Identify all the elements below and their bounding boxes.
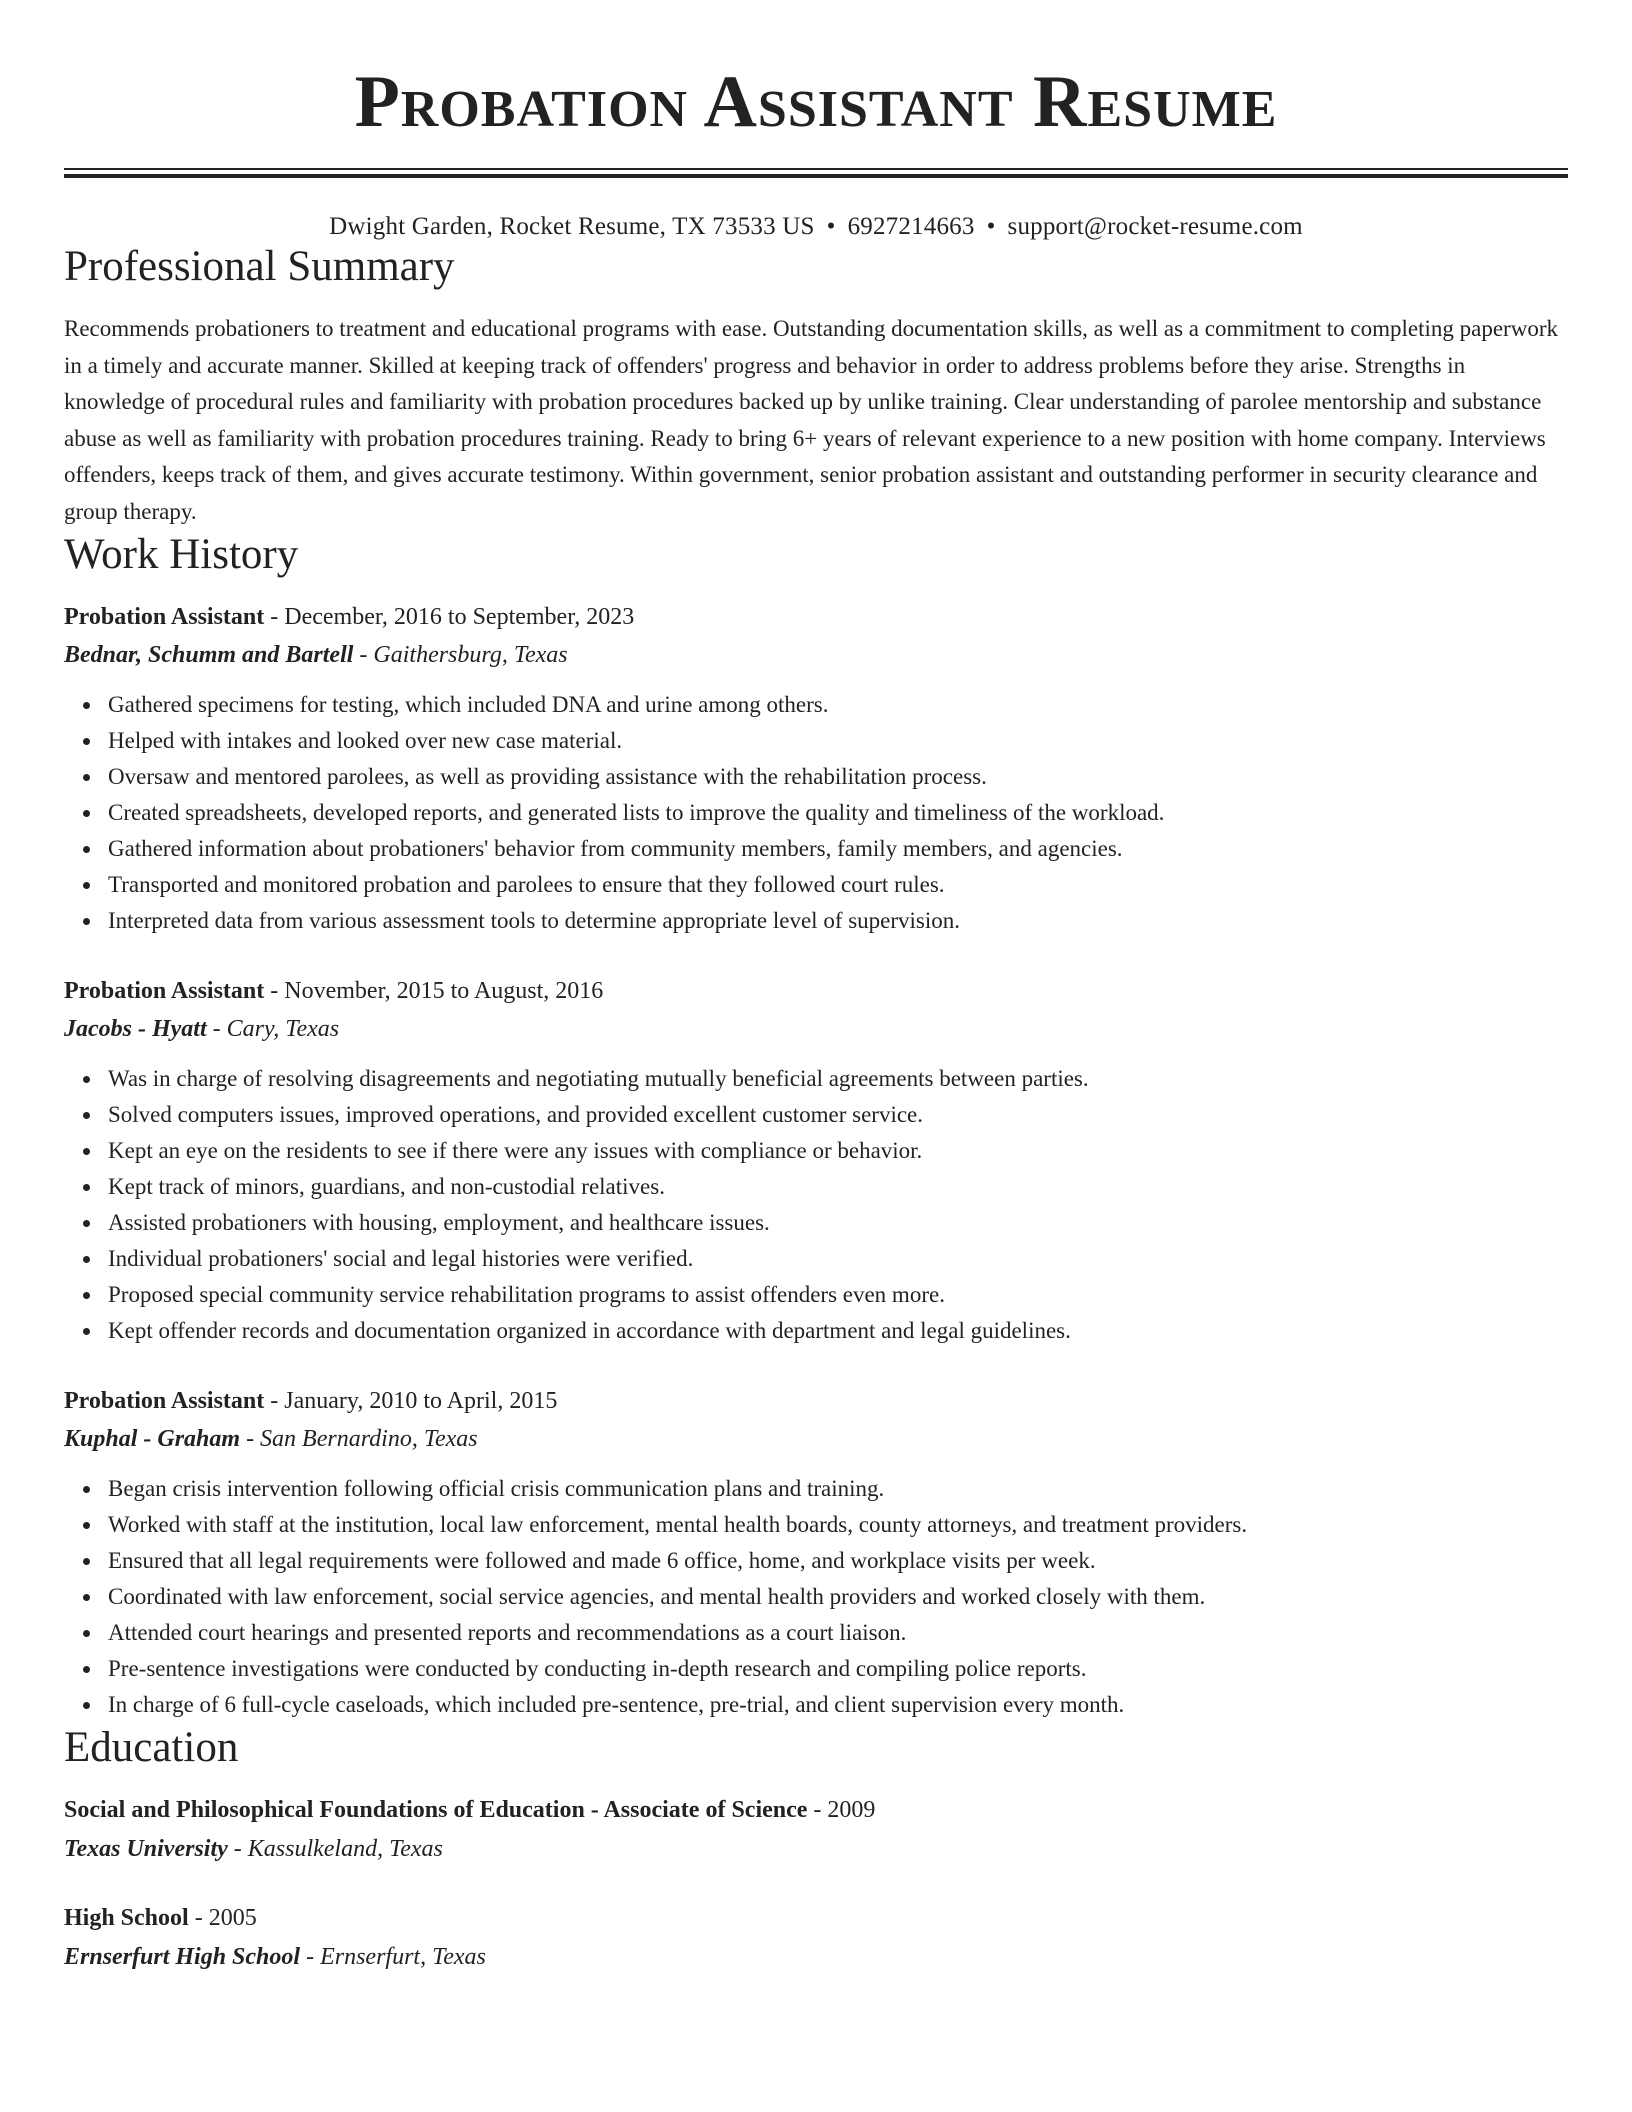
job-bullets — [64, 1471, 1568, 1723]
job-employer — [64, 1010, 1568, 1048]
job-entry — [64, 598, 1568, 939]
list-item — [108, 903, 1568, 939]
list-item — [108, 1687, 1568, 1723]
bullet-icon — [83, 882, 90, 889]
job-bullets — [64, 687, 1568, 939]
list-item — [108, 1169, 1568, 1205]
bullet-icon — [83, 1486, 90, 1493]
education-location: - Ernserfurt, Texas — [300, 1944, 486, 1970]
list-item — [108, 1651, 1568, 1687]
contact-phone: 6927214663 — [847, 213, 975, 240]
bullet-icon — [83, 1328, 90, 1335]
education-heading: Education — [64, 1724, 239, 1771]
list-item — [108, 723, 1568, 759]
education-section — [64, 1723, 1568, 1977]
list-item-text: Proposed special community service rehabilitation programs to assist offenders even more. — [108, 1282, 945, 1307]
education-year: - 2009 — [807, 1797, 876, 1823]
bullet-icon — [83, 1076, 90, 1083]
job-dates: - December, 2016 to September, 2023 — [264, 604, 635, 630]
list-item-text: Interpreted data from various assessment tools to determine appropriate level of supervision. — [108, 908, 961, 933]
contact-email: support@rocket-resume.com — [1007, 213, 1303, 240]
contact-separator: • — [986, 213, 996, 240]
list-item — [108, 795, 1568, 831]
bullet-icon — [83, 1558, 90, 1565]
list-item — [108, 1471, 1568, 1507]
job-title: Probation Assistant — [64, 978, 265, 1004]
summary-text: Recommends probationers to treatment and educational programs with ease. Outstanding documentation skills, as well as a commitment to completing paperwork in a timely and accurate manner. Skilled at keeping track of offenders' progress and behavior in order to address problems before they arise. Strengths in knowledge of procedural rules and familiarity with probation procedures backed up by unlike training. Clear understanding of parolee mentorship and substance abuse as well as familiarity with probation procedures training. Ready to bring 6+ years of relevant experience to a new position with home company. Interviews offenders, keeps track of them, and gives accurate testimony. Within government, senior probation assistant and outstanding performer in security clearance and group therapy. — [64, 316, 1558, 524]
bullet-icon — [83, 702, 90, 709]
education-year: - 2005 — [188, 1905, 257, 1931]
list-item — [108, 1579, 1568, 1615]
job-employer — [64, 1420, 1568, 1458]
bullet-icon — [83, 846, 90, 853]
list-item-text: Coordinated with law enforcement, social service agencies, and mental health providers and worked closely with them. — [108, 1584, 1206, 1609]
contact-separator: • — [826, 213, 836, 240]
bullet-icon — [83, 738, 90, 745]
list-item-text: Individual probationers' social and legal histories were verified. — [108, 1246, 694, 1271]
summary-heading: Professional Summary — [64, 243, 455, 290]
education-institution — [64, 1938, 1568, 1977]
list-item-text: Attended court hearings and presented reports and recommendations as a court liaison. — [108, 1620, 907, 1645]
summary-section — [64, 242, 1568, 530]
list-item-text: Transported and monitored probation and parolees to ensure that they followed court rules. — [108, 872, 945, 897]
list-item-text: Kept an eye on the residents to see if there were any issues with compliance or behavior. — [108, 1138, 923, 1163]
job-location: - Cary, Texas — [206, 1016, 340, 1042]
list-item — [108, 1097, 1568, 1133]
list-item-text: Pre-sentence investigations were conducted by conducting in-depth research and compiling police reports. — [108, 1656, 1087, 1681]
list-item-text: Kept track of minors, guardians, and non-custodial relatives. — [108, 1174, 665, 1199]
list-item — [108, 759, 1568, 795]
education-entry — [64, 1899, 1568, 1977]
list-item — [108, 831, 1568, 867]
job-location: - San Bernardino, Texas — [240, 1426, 478, 1452]
list-item — [108, 1543, 1568, 1579]
title-divider — [64, 168, 1568, 178]
job-company: Jacobs - Hyatt — [64, 1016, 207, 1042]
contact-address: Dwight Garden, Rocket Resume, TX 73533 US — [329, 213, 815, 240]
list-item-text: Helped with intakes and looked over new case material. — [108, 728, 623, 753]
job-header — [64, 1382, 1568, 1420]
list-item-text: Kept offender records and documentation organized in accordance with department and legal guidelines. — [108, 1318, 1071, 1343]
resume-title: Probation Assistant Resume — [354, 61, 1278, 143]
list-item — [108, 1313, 1568, 1349]
list-item — [108, 1507, 1568, 1543]
job-company: Kuphal - Graham — [64, 1426, 241, 1452]
work-history-heading: Work History — [64, 531, 299, 578]
education-degree: High School — [64, 1905, 189, 1931]
contact-line — [64, 212, 1568, 242]
job-entry — [64, 1382, 1568, 1723]
bullet-icon — [83, 1594, 90, 1601]
list-item-text: Assisted probationers with housing, employment, and healthcare issues. — [108, 1210, 770, 1235]
bullet-icon — [83, 774, 90, 781]
education-degree: Social and Philosophical Foundations of Education - Associate of Science — [64, 1797, 808, 1823]
education-header — [64, 1791, 1568, 1830]
list-item — [108, 1133, 1568, 1169]
education-school: Texas University — [64, 1836, 228, 1862]
job-entry — [64, 972, 1568, 1349]
list-item — [108, 1615, 1568, 1651]
bullet-icon — [83, 1256, 90, 1263]
job-dates: - January, 2010 to April, 2015 — [264, 1388, 558, 1414]
list-item-text: Oversaw and mentored parolees, as well as providing assistance with the rehabilitation process. — [108, 764, 987, 789]
list-item-text: Ensured that all legal requirements were followed and made 6 office, home, and workplace visits per week. — [108, 1548, 1096, 1573]
list-item-text: Created spreadsheets, developed reports, and generated lists to improve the quality and timeliness of the workload. — [108, 800, 1165, 825]
job-dates: - November, 2015 to August, 2016 — [264, 978, 604, 1004]
job-title: Probation Assistant — [64, 604, 265, 630]
list-item — [108, 687, 1568, 723]
list-item — [108, 1277, 1568, 1313]
job-location: - Gaithersburg, Texas — [353, 642, 568, 668]
job-employer — [64, 636, 1568, 674]
education-school: Ernserfurt High School — [64, 1944, 301, 1970]
list-item-text: Gathered information about probationers' behavior from community members, family members, and agencies. — [108, 836, 1123, 861]
list-item — [108, 867, 1568, 903]
list-item-text: In charge of 6 full-cycle caseloads, which included pre-sentence, pre-trial, and client supervision every month. — [108, 1692, 1125, 1717]
bullet-icon — [83, 1666, 90, 1673]
bullet-icon — [83, 1112, 90, 1119]
list-item-text: Solved computers issues, improved operations, and provided excellent customer service. — [108, 1102, 924, 1127]
list-item-text: Was in charge of resolving disagreements and negotiating mutually beneficial agreements between parties. — [108, 1066, 1089, 1091]
education-header — [64, 1899, 1568, 1938]
job-bullets — [64, 1061, 1568, 1349]
work-history-section — [64, 530, 1568, 1723]
job-company: Bednar, Schumm and Bartell — [64, 642, 354, 668]
job-title: Probation Assistant — [64, 1388, 265, 1414]
job-header — [64, 972, 1568, 1010]
list-item — [108, 1061, 1568, 1097]
bullet-icon — [83, 1184, 90, 1191]
list-item-text: Gathered specimens for testing, which included DNA and urine among others. — [108, 692, 829, 717]
list-item-text: Worked with staff at the institution, local law enforcement, mental health boards, county attorneys, and treatment providers. — [108, 1512, 1248, 1537]
bullet-icon — [83, 810, 90, 817]
education-entry — [64, 1791, 1568, 1869]
bullet-icon — [83, 1630, 90, 1637]
education-location: - Kassulkeland, Texas — [227, 1836, 443, 1862]
list-item — [108, 1205, 1568, 1241]
education-institution — [64, 1830, 1568, 1869]
bullet-icon — [83, 1220, 90, 1227]
bullet-icon — [83, 918, 90, 925]
bullet-icon — [83, 1148, 90, 1155]
list-item-text: Began crisis intervention following official crisis communication plans and training. — [108, 1476, 885, 1501]
job-header — [64, 598, 1568, 636]
bullet-icon — [83, 1522, 90, 1529]
bullet-icon — [83, 1292, 90, 1299]
list-item — [108, 1241, 1568, 1277]
bullet-icon — [83, 1702, 90, 1709]
